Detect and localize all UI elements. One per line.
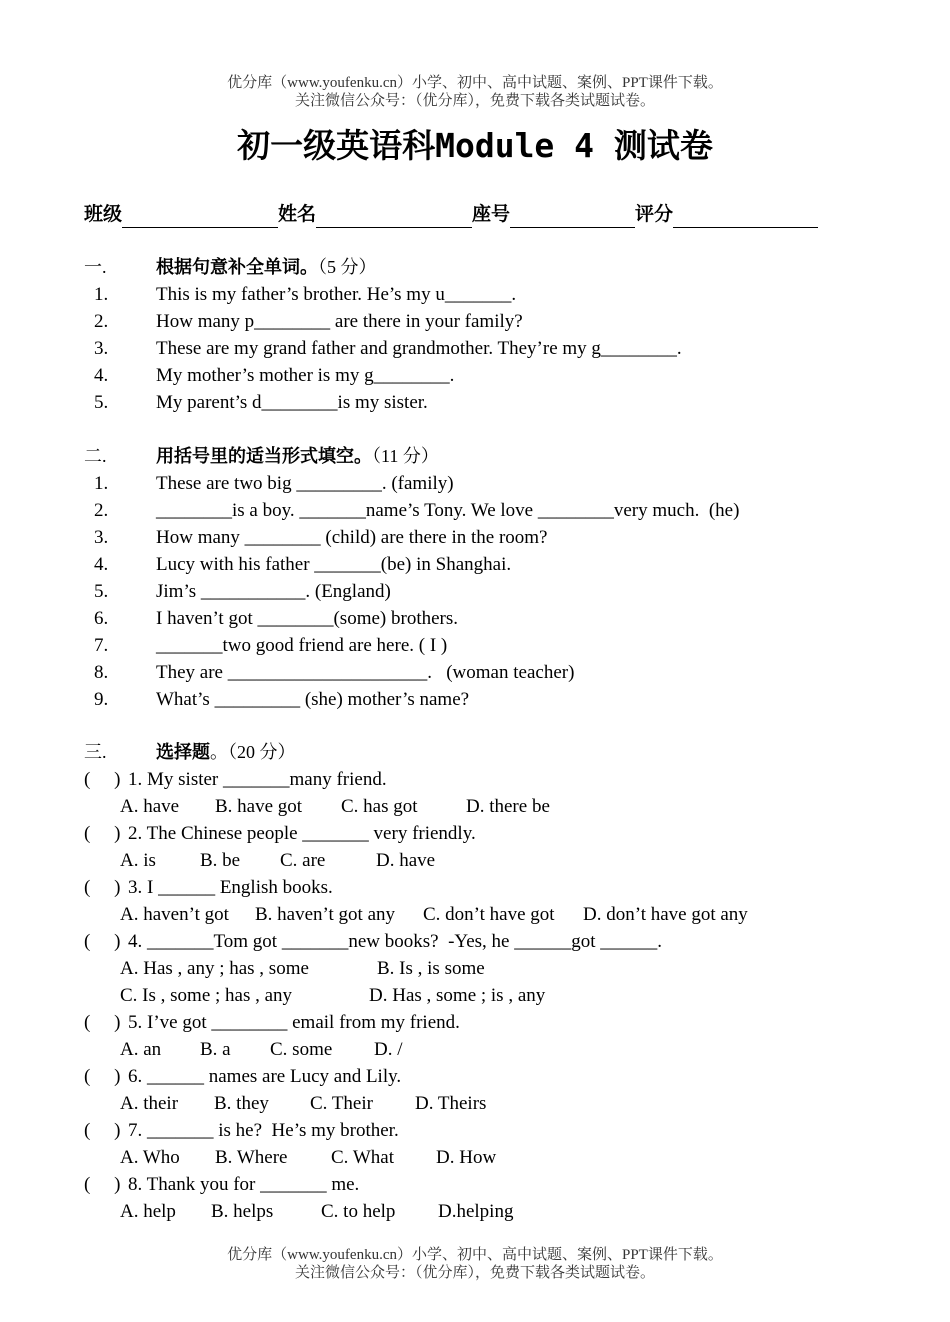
section-points: 。（20 分） [210,742,296,762]
score-field[interactable] [673,205,818,228]
section-title-text: 用括号里的适当形式填空。 [156,446,372,467]
question-text: 3. I ______ English books. [128,877,333,898]
class-label: 班级 [84,203,123,225]
question-number: 6. [94,608,109,629]
section-points: （5 分） [318,257,377,277]
answer-bracket[interactable]: ( ) [84,769,121,790]
name-label: 姓名 [278,203,317,225]
answer-option[interactable]: D. Theirs [415,1093,487,1114]
section-number: 二. [84,446,107,466]
class-field[interactable] [122,205,278,228]
question-text: 4. _______Tom got _______new books? -Yes, he ______got ______. [128,931,663,952]
question-text: My parent’s d________is my sister. [156,392,428,413]
question-text: These are my grand father and grandmother. They’re my g________. [156,338,682,359]
answer-option[interactable]: D. / [374,1039,403,1060]
answer-bracket[interactable]: ( ) [84,1120,121,1141]
answer-option[interactable]: C. are [280,850,326,871]
answer-option[interactable]: C. Their [310,1093,373,1114]
answer-option[interactable]: D. Has , some ; is , any [369,985,546,1006]
seat-label: 座号 [472,203,511,225]
answer-option[interactable]: B. a [200,1039,231,1060]
question-number: 4. [94,554,109,575]
answer-option[interactable]: A. have [120,796,180,817]
question-text: This is my father’s brother. He’s my u_______. [156,284,517,305]
question-text: 1. My sister _______many friend. [128,769,387,790]
question-number: 5. [94,581,109,602]
question-number: 1. [94,284,109,305]
section-title-text: 根据句意补全单词。 [156,257,318,278]
answer-option[interactable]: B. be [200,850,241,871]
question-text: My mother’s mother is my g________. [156,365,455,386]
answer-bracket[interactable]: ( ) [84,931,121,952]
answer-option[interactable]: D. don’t have got any [583,904,748,925]
name-field[interactable] [316,205,472,228]
answer-option[interactable]: D. have [376,850,436,871]
question-text: 6. ______ names are Lucy and Lily. [128,1066,402,1087]
footer-line-2: 关注微信公众号：（优分库），免费下载各类试题试卷。 [294,1265,655,1281]
question-text: _______two good friend are here. ( I ) [156,635,448,656]
question-text: How many p________ are there in your family? [156,311,523,332]
section-title [156,443,439,470]
question-text: I haven’t got ________(some) brothers. [156,608,459,629]
question-text: They are _____________________. (woman teacher) [156,662,575,683]
header-line-2: 关注微信公众号：（优分库），免费下载各类试题试卷。 [294,93,655,109]
question-number: 2. [94,500,109,521]
student-info-row [84,200,818,228]
question-number: 7. [94,635,109,656]
answer-bracket[interactable]: ( ) [84,1066,121,1087]
question-number: 8. [94,662,109,683]
answer-bracket[interactable]: ( ) [84,823,121,844]
answer-option[interactable]: C. has got [341,796,418,817]
page-title: 初一级英语科Module 4 测试卷 [237,126,713,165]
answer-option[interactable]: A. is [120,850,156,871]
question-text: These are two big _________. (family) [156,473,454,494]
question-number: 1. [94,473,109,494]
question-number: 9. [94,689,109,710]
header-line-1: 优分库（www.youfenku.cn）小学、初中、高中试题、案例、PPT课件下载。 [227,75,723,91]
answer-option[interactable]: A. Has , any ; has , some [120,958,309,979]
answer-option[interactable]: B. Is , is some [377,958,485,979]
section-title [156,739,296,766]
question-text: Lucy with his father _______(be) in Shanghai. [156,554,512,575]
question-text: How many ________ (child) are there in the room? [156,527,548,548]
answer-option[interactable]: A. haven’t got [120,904,229,925]
answer-option[interactable]: A. Who [120,1147,180,1168]
answer-option[interactable]: D. How [436,1147,497,1168]
section-title-text: 选择题 [156,742,210,763]
section-title [156,254,377,281]
question-text: 2. The Chinese people _______ very friendly. [128,823,476,844]
seat-field[interactable] [510,205,635,228]
question-number: 2. [94,311,109,332]
answer-option[interactable]: B. haven’t got any [255,904,396,925]
question-text: Jim’s ___________. (England) [156,581,391,602]
answer-bracket[interactable]: ( ) [84,1174,121,1195]
question-number: 3. [94,338,109,359]
question-text: 7. _______ is he? He’s my brother. [128,1120,399,1141]
answer-bracket[interactable]: ( ) [84,877,121,898]
section-number: 一. [84,257,107,277]
answer-option[interactable]: B. Where [215,1147,288,1168]
answer-option[interactable]: A. an [120,1039,162,1060]
answer-option[interactable]: C. don’t have got [423,904,555,925]
question-text: 8. Thank you for _______ me. [128,1174,360,1195]
answer-bracket[interactable]: ( ) [84,1012,121,1033]
answer-option[interactable]: A. help [120,1201,176,1222]
answer-option[interactable]: D. there be [466,796,550,817]
question-number: 3. [94,527,109,548]
question-number: 4. [94,365,109,386]
question-text: 5. I’ve got ________ email from my friend. [128,1012,460,1033]
question-text: ________is a boy. _______name’s Tony. We love ________very much. (he) [156,500,740,521]
answer-option[interactable]: A. their [120,1093,179,1114]
answer-option[interactable]: B. have got [215,796,303,817]
footer-line-1: 优分库（www.youfenku.cn）小学、初中、高中试题、案例、PPT课件下载。 [227,1247,723,1263]
answer-option[interactable]: B. helps [211,1201,274,1222]
answer-option[interactable]: C. Is , some ; has , any [120,985,293,1006]
page-footer [0,1246,950,1282]
answer-option[interactable]: C. What [331,1147,394,1168]
question-text: What’s _________ (she) mother’s name? [156,689,470,710]
section-number: 三. [84,742,107,762]
question-number: 5. [94,392,109,413]
page-header [0,74,950,110]
answer-option[interactable]: C. to help [321,1201,396,1222]
answer-option[interactable]: D.helping [438,1201,514,1222]
score-label: 评分 [635,203,674,225]
answer-option[interactable]: C. some [270,1039,333,1060]
section-points: （11 分） [372,446,439,466]
answer-option[interactable]: B. they [214,1093,269,1114]
